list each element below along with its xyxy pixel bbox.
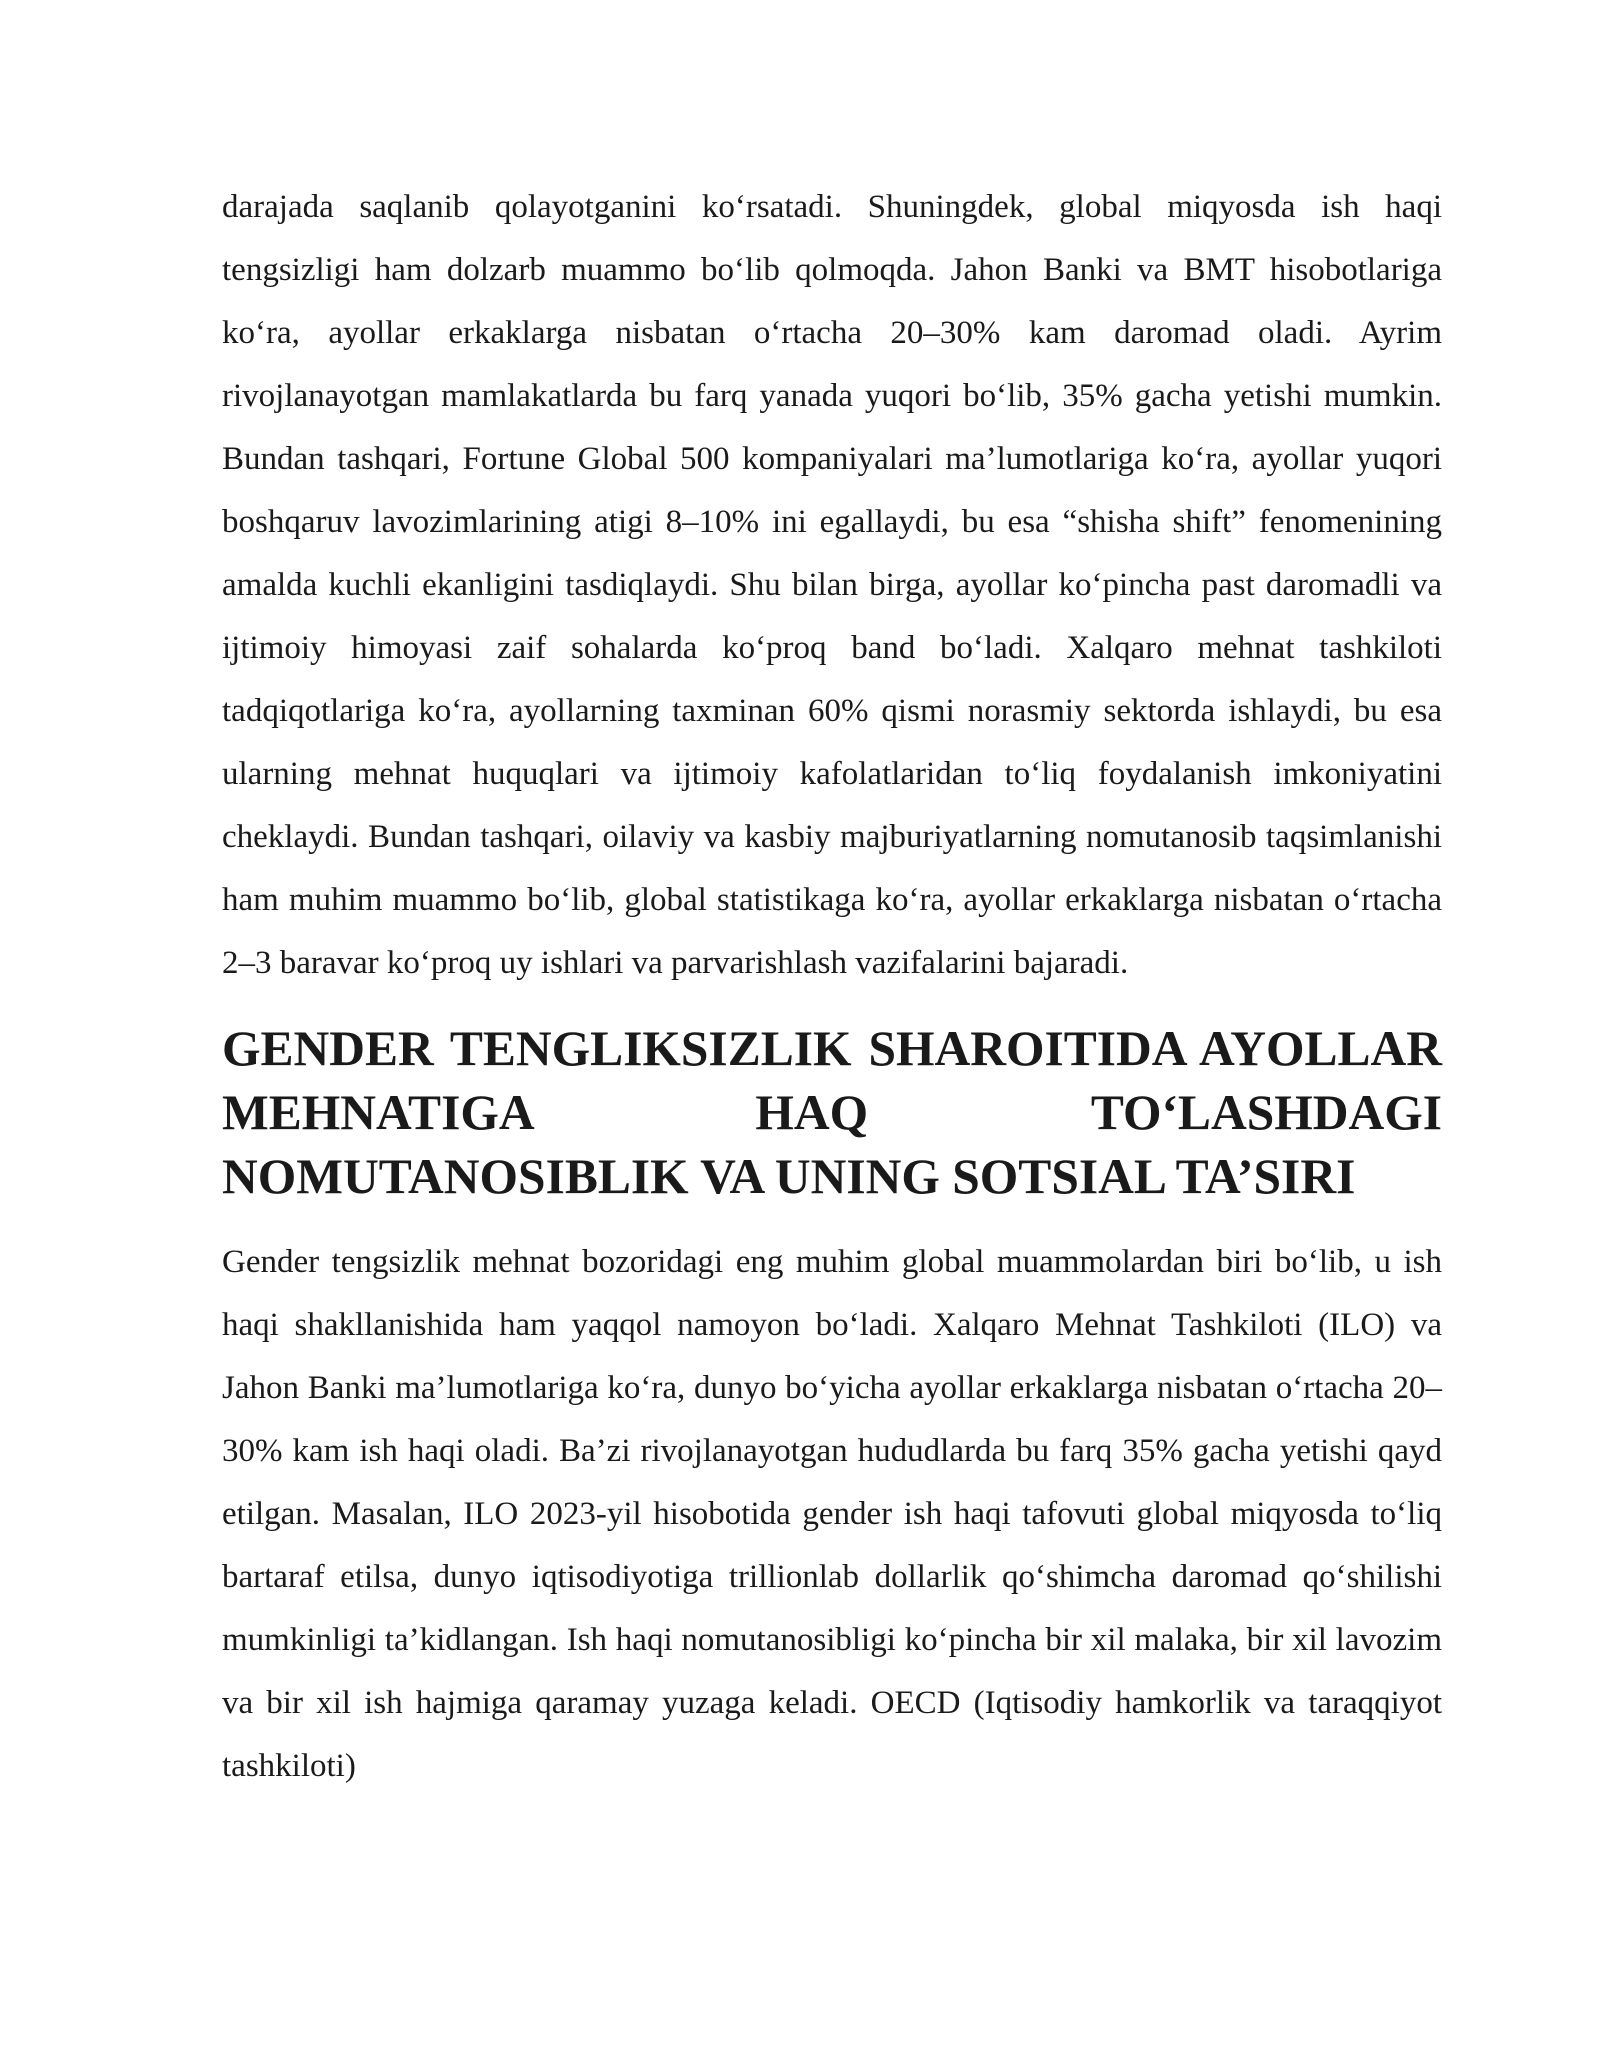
body-paragraph-1: darajada saqlanib qolayotganini ko‘rsatadi. Shuningdek, global miqyosda ish haqi tengsizligi ham dolzarb muammo bo‘lib qolmoqda. Jahon Banki va BMT hisobotlariga ko‘ra, ayollar erkaklarga nisbatan o‘rtacha 20–30% kam daromad oladi. Ayrim rivojlanayotgan mamlakatlarda bu farq yanada yuqori bo‘lib, 35% gacha yetishi mumkin. Bundan tashqari, Fortune Global 500 kompaniyalari ma’lumotlariga ko‘ra, ayollar yuqori boshqaruv lavozimlarining atigi 8–10% ini egallaydi, bu esa “shisha shift” fenomenining amalda kuchli ekanligini tasdiqlaydi. Shu bilan birga, ayollar ko‘pincha past daromadli va ijtimoiy himoyasi zaif sohalarda ko‘proq band bo‘ladi. Xalqaro mehnat tashkiloti tadqiqotlariga ko‘ra, ayollarning taxminan 60% qismi norasmiy sektorda ishlaydi, bu esa ularning mehnat huquqlari va ijtimoiy kafolatlaridan to‘liq foydalanish imkoniyatini cheklaydi. Bundan tashqari, oilaviy va kasbiy majburiyatlarning nomutanosib taqsimlanishi ham muhim muammo bo‘lib, global statistikaga ko‘ra, ayollar erkaklarga nisbatan o‘rtacha 2–3 baravar ko‘proq uy ishlari va parvarishlash vazifalarini bajaradi. (222, 189, 1442, 981)
body-paragraph-2: Gender tengsizlik mehnat bozoridagi eng muhim global muammolardan biri bo‘lib, u ish haqi shakllanishida ham yaqqol namoyon bo‘ladi. Xalqaro Mehnat Tashkiloti (ILO) va Jahon Banki ma’lumotlariga ko‘ra, dunyo bo‘yicha ayollar erkaklarga nisbatan o‘rtacha 20–30% kam ish haqi oladi. Ba’zi rivojlanayotgan hududlarda bu farq 35% gacha yetishi qayd etilgan. Masalan, ILO 2023-yil hisobotida gender ish haqi tafovuti global miqyosda to‘liq bartaraf etilsa, dunyo iqtisodiyotiga trillionlab dollarlik qo‘shimcha daromad qo‘shilishi mumkinligi ta’kidlangan. Ish haqi nomutanosibligi ko‘pincha bir xil malaka, bir xil lavozim va bir xil ish hajmiga qaramay yuzaga keladi. OECD (Iqtisodiy hamkorlik va taraqqiyot tashkiloti) (222, 1244, 1442, 1784)
section-heading: GENDER TENGLIKSIZLIK SHAROITIDA AYOLLAR MEHNATIGA HAQ TO‘LASHDAGI NOMUTANOSIBLIK VA UNING SOTSIAL TA’SIRI (222, 1021, 1442, 1204)
document-page (222, 176, 1442, 1798)
